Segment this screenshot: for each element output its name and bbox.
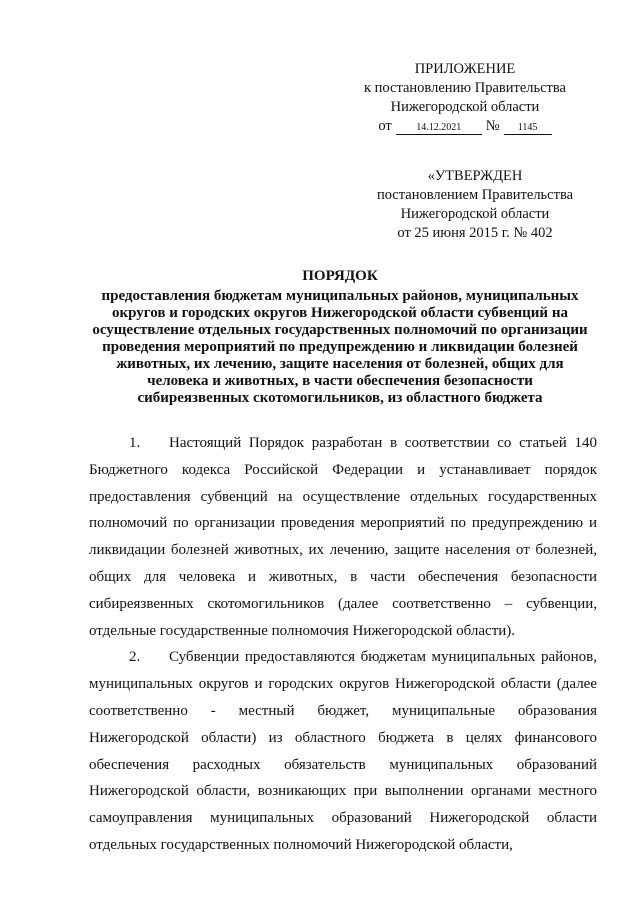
approved-title: «УТВЕРЖДЕН [427, 168, 523, 184]
title-heading: ПОРЯДОК [302, 268, 378, 284]
title-line: округов и городских округов Нижегородской области субвенций на [112, 305, 568, 321]
paragraph-number: 1. [129, 435, 141, 451]
appendix-region: Нижегородской области [390, 99, 540, 115]
appendix-title: ПРИЛОЖЕНИЕ [414, 61, 516, 77]
appendix-block [340, 60, 590, 136]
title-line: предоставления бюджетам муниципальных районов, муниципальных [101, 288, 579, 304]
paragraph [89, 430, 597, 644]
number-sign: № [485, 118, 500, 134]
title-line: сибиреязвенных скотомогильников, из областного бюджета [137, 390, 543, 406]
appendix-reference: к постановлению Правительства [364, 80, 566, 96]
decree-number: 1145 [504, 122, 552, 135]
approved-block [340, 167, 610, 243]
paragraph [89, 644, 597, 858]
document-title [80, 268, 600, 407]
approved-date: от 25 июня 2015 г. № 402 [397, 225, 553, 241]
title-line: осуществление отдельных государственных полномочий по организации [92, 322, 588, 338]
approved-region: Нижегородской области [400, 206, 550, 222]
title-line: человека и животных, в части обеспечения безопасности [147, 373, 533, 389]
document-body [89, 430, 597, 859]
title-line: проведения мероприятий по предупреждению и ликвидации болезней [102, 339, 578, 355]
paragraph-number: 2. [129, 649, 141, 666]
decree-date: 14.12.2021 [396, 122, 482, 135]
approved-by: постановлением Правительства [376, 187, 574, 203]
title-line: животных, их лечению, защите населения от болезней, общих для [116, 356, 564, 372]
appendix-signature-row [340, 117, 590, 136]
paragraph-text: Субвенции предоставляются бюджетам муниципальных районов, муниципальных округов и городских округов Нижегородской области (далее соответственно - местный бюджет, муниципальные образования Нижегородской области) из областного бюджета в целях финансового обеспечения расходных обязательств муниципальных образований Нижегородской области, возникающих при выполнении органами местного самоуправления муниципальных образований Нижегородской области отдельных государственных полномочий Нижегородской области, [89, 649, 597, 853]
from-label: от [378, 118, 392, 134]
paragraph-text: Настоящий Порядок разработан в соответствии со статьей 140 Бюджетного кодекса Российской Федерации и устанавливает порядок предоставления субвенций на осуществление отдельных государственных полномочий по организации проведения мероприятий по предупреждению и ликвидации болезней животных, их лечению, защите населения от болезней, общих для человека и животных, в части обеспечения безопасности сибиреязвенных скотомогильников (далее соответственно – субвенции, отдельные государственные полномочия Нижегородской области). [89, 435, 597, 639]
